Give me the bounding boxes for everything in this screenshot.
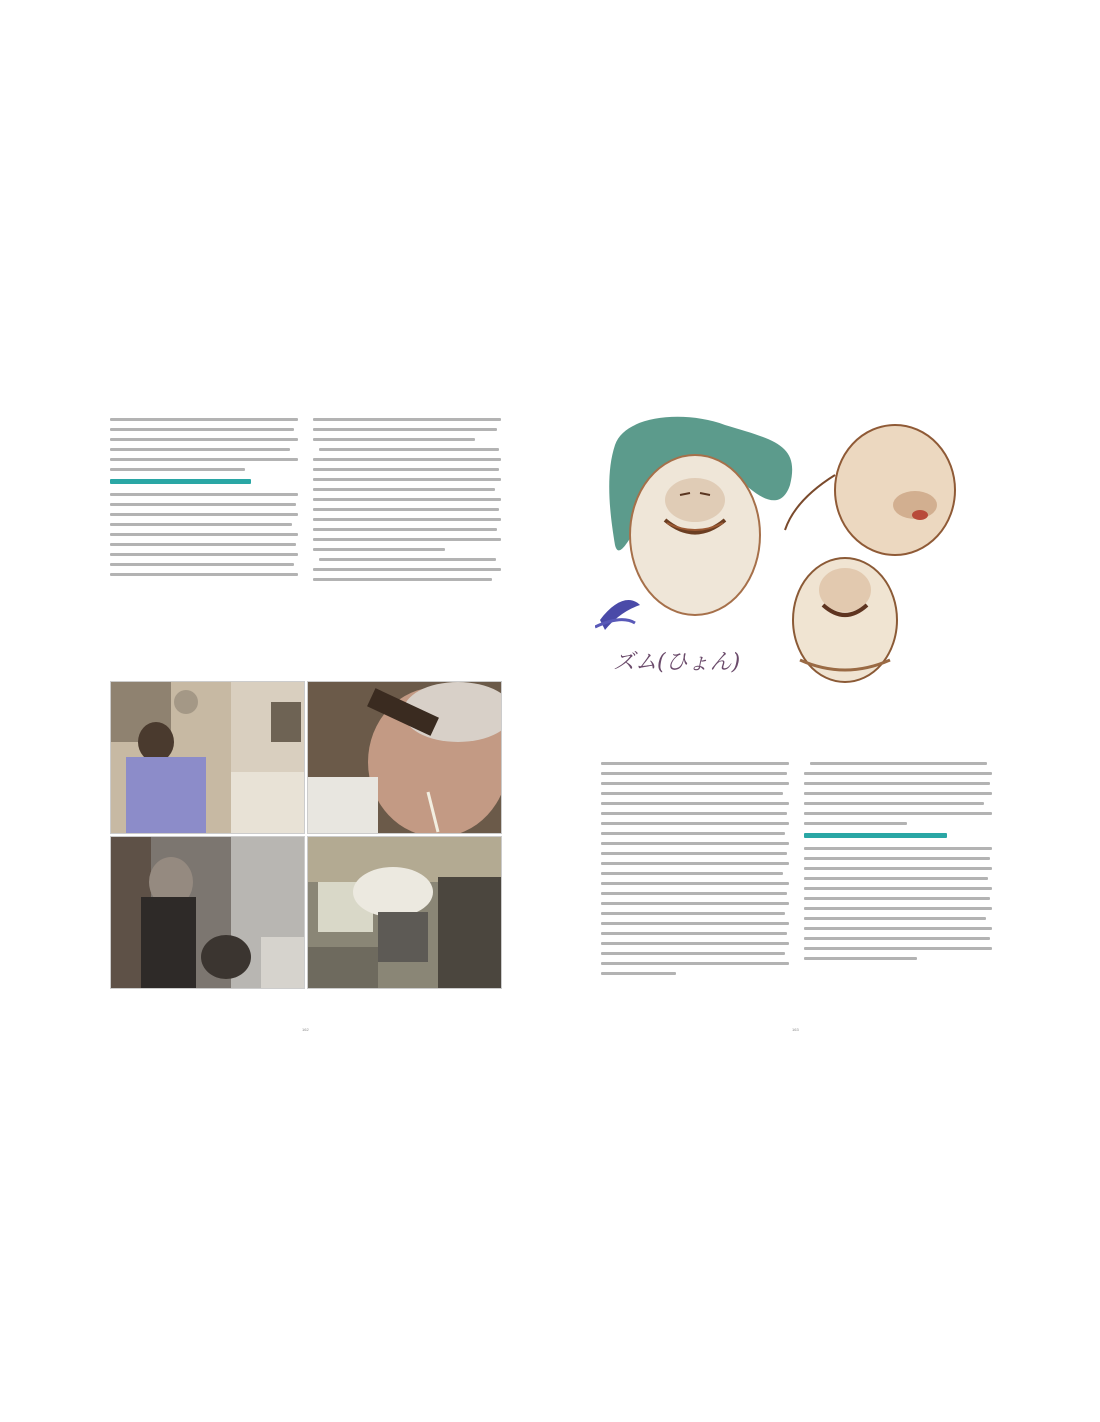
photo-animator-desk [110, 681, 305, 834]
photo-man-drinking [110, 836, 305, 989]
page-number-right: 163 [792, 1027, 799, 1032]
left-page-column-2 [313, 418, 501, 588]
page-number-left: 162 [302, 1027, 309, 1032]
illustration-caption: ズム(ひょん) [613, 650, 741, 675]
right-page-column-1 [601, 762, 789, 982]
right-page-column-2 [804, 762, 992, 967]
creature-illustration [595, 405, 1005, 720]
section-heading [110, 479, 251, 484]
left-page-column-1 [110, 418, 298, 583]
section-heading-right [804, 833, 947, 838]
photo-man-glasses-closeup [307, 681, 502, 834]
photo-office-workers [307, 836, 502, 989]
